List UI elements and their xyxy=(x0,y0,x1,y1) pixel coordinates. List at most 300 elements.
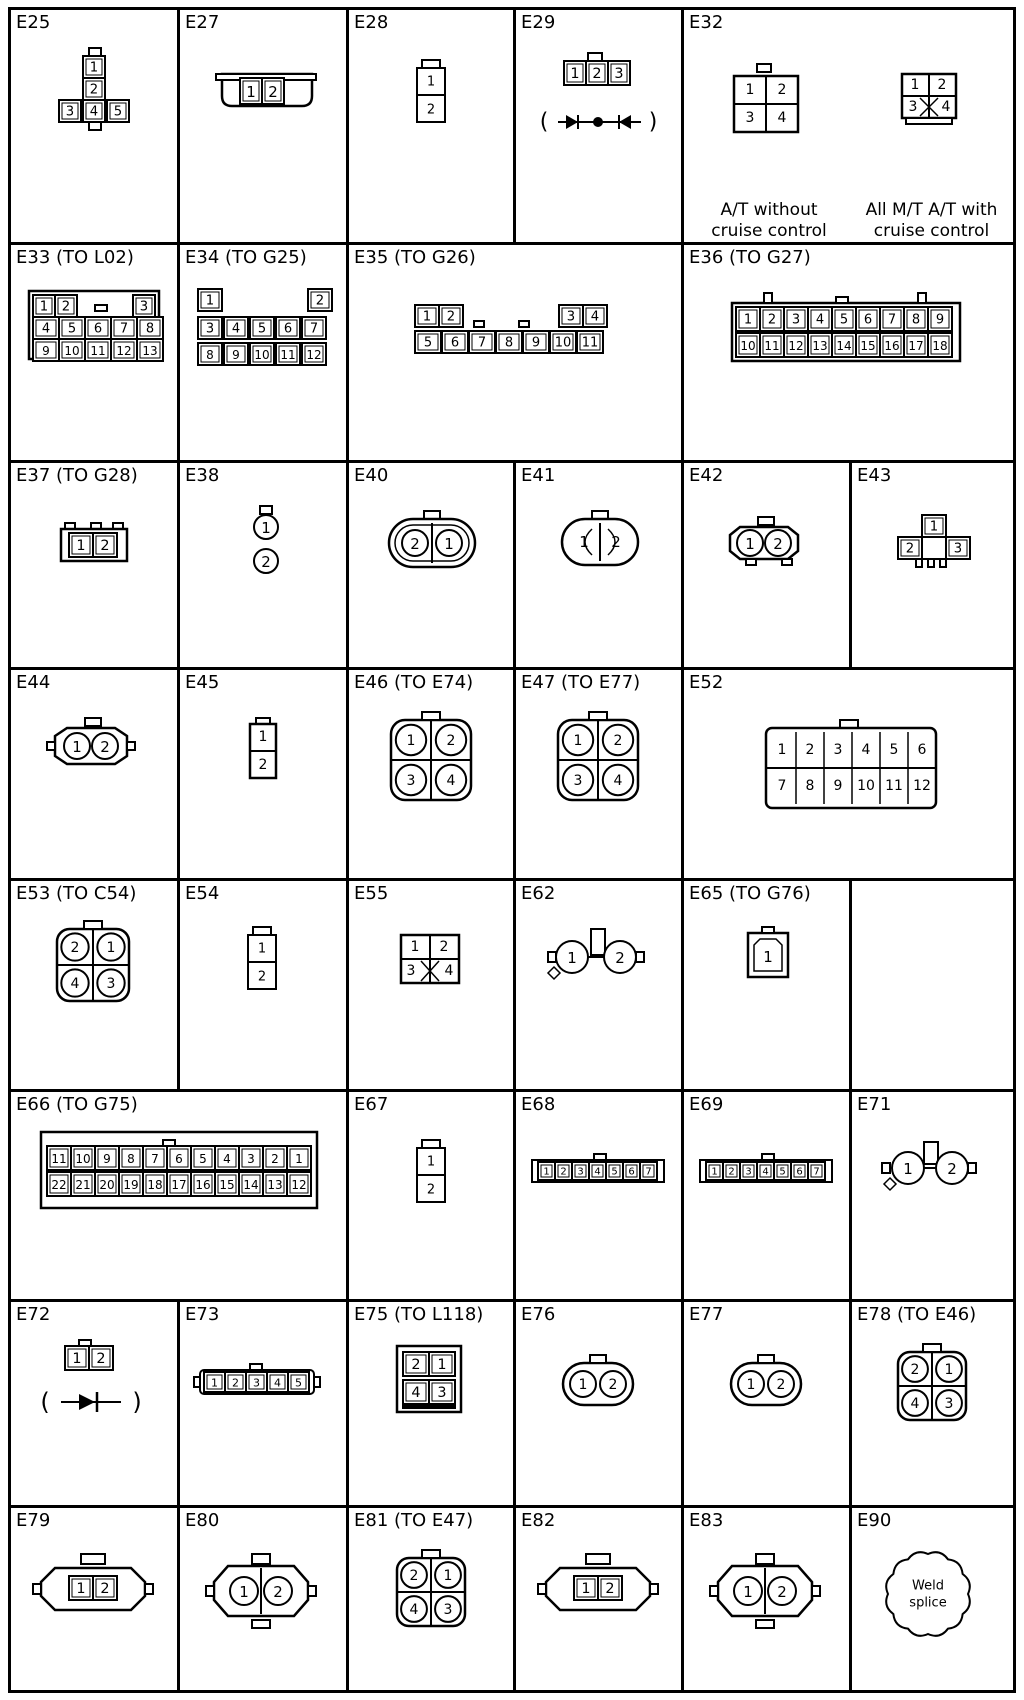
connector-shape xyxy=(548,967,560,979)
pin-number: 7 xyxy=(887,312,897,328)
pin-number: 4 xyxy=(910,1396,920,1412)
connector-housing xyxy=(923,1344,941,1352)
connector-E69-diagram xyxy=(684,1092,855,1305)
connector-housing xyxy=(782,559,792,565)
pin-number: 13 xyxy=(142,344,158,358)
pin-number: 13 xyxy=(812,339,828,353)
connector-housing xyxy=(589,712,607,720)
connector-housing xyxy=(422,1140,440,1148)
pin-number: 4 xyxy=(89,104,99,120)
pin-number: 7 xyxy=(813,1166,820,1178)
pin-number: 10 xyxy=(857,778,875,794)
connector-housing xyxy=(206,1586,214,1596)
pin-number: 9 xyxy=(103,1152,111,1166)
pin-number: 2 xyxy=(268,83,278,101)
pin-number: 18 xyxy=(147,1178,163,1192)
pin-number: 2 xyxy=(410,535,420,553)
pin-number: 1 xyxy=(426,1154,436,1170)
pin-number: 2 xyxy=(89,82,99,98)
pin-number: 6 xyxy=(628,1166,635,1178)
pin-number: 4 xyxy=(594,1166,601,1178)
pin-number: 2 xyxy=(261,553,271,571)
pin-number: 2 xyxy=(426,102,436,118)
cell-E78 xyxy=(849,1299,1016,1508)
pin-number: 3 xyxy=(953,541,963,557)
connector-housing xyxy=(591,929,605,955)
cell-E81 xyxy=(346,1505,516,1693)
pin-number: 2 xyxy=(937,77,947,93)
pin-number: 20 xyxy=(99,1178,115,1192)
cell-label: E90 xyxy=(857,1510,892,1531)
pin-number: 1 xyxy=(743,1583,753,1601)
connector-housing xyxy=(252,1620,270,1628)
pin-number: 7 xyxy=(645,1166,652,1178)
pin-number: 2 xyxy=(70,940,80,956)
connector-housing xyxy=(548,952,556,962)
cell-label: E67 xyxy=(354,1094,389,1115)
pin-number: 3 xyxy=(566,309,576,325)
pin-number: 1 xyxy=(903,1160,913,1178)
pin-number: 5 xyxy=(199,1152,207,1166)
pin-number: 6 xyxy=(450,335,460,351)
connector-housing xyxy=(252,1554,270,1564)
connector-housing xyxy=(906,118,952,124)
pin-number: 22 xyxy=(51,1178,67,1192)
connector-housing xyxy=(928,559,934,567)
pin-number: 1 xyxy=(72,738,82,756)
connector-E41-diagram xyxy=(516,463,687,673)
connector-E47-diagram xyxy=(516,670,687,884)
pin-number: 7 xyxy=(477,335,487,351)
connector-E54-diagram xyxy=(180,881,352,1095)
pin-number: 1 xyxy=(437,1357,447,1373)
pin-number: 3 xyxy=(437,1385,447,1401)
pin-number: 5 xyxy=(295,1376,302,1390)
pin-number: 2 xyxy=(777,1583,787,1601)
connector-E44-diagram xyxy=(11,670,183,884)
cell-label: E75 (TO L118) xyxy=(354,1304,484,1325)
pin-number: 1 xyxy=(745,535,755,553)
cell-E79 xyxy=(8,1505,180,1693)
cell-label: E78 (TO E46) xyxy=(857,1304,977,1325)
connector-E45-diagram xyxy=(180,670,352,884)
pin-number: 2 xyxy=(439,939,449,955)
pin-number: 6 xyxy=(796,1166,803,1178)
cell-label: E25 xyxy=(16,12,51,33)
pin-number: 2 xyxy=(446,733,456,749)
connector-housing xyxy=(636,952,644,962)
connector-housing xyxy=(758,1355,774,1363)
pin-number: 1 xyxy=(406,733,416,749)
pin-number: 7 xyxy=(119,321,129,337)
pin-number: 1 xyxy=(426,74,436,90)
connector-housing xyxy=(260,506,272,514)
pin-number: 1 xyxy=(39,299,49,315)
cell-E28 xyxy=(346,7,516,245)
connector-E72-diagram xyxy=(11,1302,183,1511)
pin-number: 18 xyxy=(932,339,948,353)
connector-E37-diagram xyxy=(11,463,183,673)
cell-label: E66 (TO G75) xyxy=(16,1094,138,1115)
connector-housing xyxy=(812,1586,820,1596)
pin-number: 4 xyxy=(762,1166,769,1178)
cell-label: E81 (TO E47) xyxy=(354,1510,474,1531)
pin-number: 1 xyxy=(257,941,267,957)
pin-number: 2 xyxy=(776,1377,786,1393)
connector-housing xyxy=(836,297,848,303)
pin-number: 1 xyxy=(76,538,86,554)
pin-number: 4 xyxy=(613,773,623,789)
cell-label: E53 (TO C54) xyxy=(16,883,137,904)
pin-number: 5 xyxy=(889,742,899,758)
connector-E43-diagram xyxy=(852,463,1019,673)
pin-number: 5 xyxy=(779,1166,786,1178)
cell-label: E44 xyxy=(16,672,51,693)
pin-number: 1 xyxy=(258,729,268,745)
connector-E35-diagram xyxy=(349,245,687,466)
pin-number: 4 xyxy=(941,99,951,115)
connector-housing xyxy=(308,1586,316,1596)
pin-number: 2 xyxy=(728,1166,735,1178)
pin-number: 6 xyxy=(917,742,927,758)
pin-number: 9 xyxy=(232,348,240,362)
pin-number: 2 xyxy=(613,733,623,749)
pin-number: 8 xyxy=(145,321,155,337)
connector-E82-diagram xyxy=(516,1508,687,1696)
cell-label: E82 xyxy=(521,1510,556,1531)
pin-number: 4 xyxy=(590,309,600,325)
pin-number: 3 xyxy=(577,1166,584,1178)
pin-number: 9 xyxy=(531,335,541,351)
cell-label: E65 (TO G76) xyxy=(689,883,811,904)
connector-housing xyxy=(758,517,774,525)
pin-number: 2 xyxy=(947,1160,957,1178)
pin-number: 1 xyxy=(929,519,939,535)
connector-housing xyxy=(33,1584,41,1594)
pin-number: 2 xyxy=(805,742,815,758)
cell-E77 xyxy=(681,1299,852,1508)
connector-E42-diagram xyxy=(684,463,855,673)
pin-number: 1 xyxy=(746,1377,756,1393)
pin-number: 8 xyxy=(805,778,815,794)
pin-number: 4 xyxy=(70,976,80,992)
cell-label: E41 xyxy=(521,465,556,486)
connector-housing xyxy=(89,48,101,56)
connector-housing xyxy=(145,1584,153,1594)
pin-number: 4 xyxy=(409,1602,419,1618)
connector-shape xyxy=(884,1178,896,1190)
connector-housing xyxy=(940,559,946,567)
cell-E35 xyxy=(346,242,684,463)
cell-label: E52 xyxy=(689,672,724,693)
cell-label: E77 xyxy=(689,1304,724,1325)
pin-number: 1 xyxy=(743,312,753,328)
connector-E68-diagram xyxy=(516,1092,687,1305)
pin-number: 9 xyxy=(42,344,50,358)
pin-number: 2 xyxy=(100,538,110,554)
connector-E71-diagram xyxy=(852,1092,1019,1305)
cell-label: E45 xyxy=(185,672,220,693)
cell-E68 xyxy=(513,1089,684,1302)
pin-number: 6 xyxy=(175,1152,183,1166)
pin-number: 7 xyxy=(309,321,319,337)
pin-number: 2 xyxy=(271,1152,279,1166)
cell-E29 xyxy=(513,7,684,245)
pin-number: 9 xyxy=(833,778,843,794)
connector-housing xyxy=(762,927,774,933)
pin-number: 1 xyxy=(944,1362,954,1378)
cell-E83 xyxy=(681,1505,852,1693)
cell-E43 xyxy=(849,460,1016,670)
pin-number: 3 xyxy=(65,104,75,120)
pin-number: 2 xyxy=(426,1182,436,1198)
cell-E65 xyxy=(681,878,852,1092)
pin-number: 4 xyxy=(861,742,871,758)
pin-number: 11 xyxy=(764,339,780,353)
connector-E38-diagram xyxy=(180,463,352,673)
cell-E40 xyxy=(346,460,516,670)
cell-label: E76 xyxy=(521,1304,556,1325)
pin-number: 2 xyxy=(611,533,621,551)
pin-number: 1 xyxy=(579,533,589,551)
cell-label: E46 (TO E74) xyxy=(354,672,474,693)
cell-label: E73 xyxy=(185,1304,220,1325)
connector-housing xyxy=(588,53,602,61)
pin-number: 2 xyxy=(446,309,456,325)
cell-E38 xyxy=(177,460,349,670)
weld-splice-text: splice xyxy=(909,1595,947,1611)
connector-E53-diagram xyxy=(11,881,183,1095)
cell-E72 xyxy=(8,1299,180,1508)
pin-number: 1 xyxy=(239,1583,249,1601)
cell-E34 xyxy=(177,242,349,463)
variant-caption: All M/T A/T with cruise control xyxy=(865,200,998,241)
pin-number: 1 xyxy=(422,309,432,325)
cell-label: E33 (TO L02) xyxy=(16,247,134,268)
connector-E77-diagram xyxy=(684,1302,855,1511)
pin-number: 2 xyxy=(258,757,268,773)
cell-empty xyxy=(849,878,1016,1092)
pin-number: 2 xyxy=(61,299,71,315)
cell-label: E47 (TO E77) xyxy=(521,672,641,693)
cell-E82 xyxy=(513,1505,684,1693)
pin-number: 5 xyxy=(611,1166,618,1178)
pin-number: 11 xyxy=(581,335,599,351)
cell-label: E43 xyxy=(857,465,892,486)
diode-symbol xyxy=(566,115,578,129)
pin-number: 4 xyxy=(41,321,51,337)
pin-number: 4 xyxy=(231,321,241,337)
pin-number: 2 xyxy=(100,738,110,756)
cell-label: E69 xyxy=(689,1094,724,1115)
cell-E41 xyxy=(513,460,684,670)
pin-number: 21 xyxy=(75,1178,91,1192)
pin-number: 10 xyxy=(254,348,270,362)
connector-E66-diagram xyxy=(11,1092,352,1305)
cell-label: E29 xyxy=(521,12,556,33)
cell-E32 xyxy=(681,7,1016,245)
pin-number: 1 xyxy=(543,1166,550,1178)
cell-label: E34 (TO G25) xyxy=(185,247,307,268)
diode-symbol xyxy=(79,1394,95,1410)
pin-number: 1 xyxy=(777,742,787,758)
pin-number: 1 xyxy=(711,1166,718,1178)
cell-label: E54 xyxy=(185,883,220,904)
cell-label: E32 xyxy=(689,12,724,33)
pin-number: 8 xyxy=(504,335,514,351)
connector-housing xyxy=(403,1404,429,1408)
cell-E52 xyxy=(681,667,1016,881)
cell-E25 xyxy=(8,7,180,245)
cell-E36 xyxy=(681,242,1016,463)
connector-housing xyxy=(918,293,926,303)
cell-E73 xyxy=(177,1299,349,1508)
pin-number: 1 xyxy=(246,83,256,101)
variant-caption: A/T without cruise control xyxy=(711,200,827,241)
connector-E67-diagram xyxy=(349,1092,519,1305)
cell-label: E62 xyxy=(521,883,556,904)
connector-housing xyxy=(756,1554,774,1564)
connector-housing xyxy=(429,1404,455,1408)
pin-number: 1 xyxy=(205,293,215,309)
weld-splice-outline xyxy=(886,1552,970,1636)
cell-E37 xyxy=(8,460,180,670)
connector-housing xyxy=(757,64,771,72)
connector-housing xyxy=(422,712,440,720)
connector-housing xyxy=(194,1377,200,1387)
pin-number: 1 xyxy=(567,949,577,967)
connector-E34-diagram xyxy=(180,245,352,466)
pin-number: 8 xyxy=(206,348,214,362)
pin-number: 1 xyxy=(295,1152,303,1166)
pin-number: 4 xyxy=(446,773,456,789)
pin-number: 1 xyxy=(89,60,99,76)
pin-number: 3 xyxy=(944,1396,954,1412)
pin-number: 19 xyxy=(123,1178,139,1192)
pin-number: 2 xyxy=(100,1581,110,1597)
pin-number: 3 xyxy=(205,321,215,337)
connector-housing xyxy=(756,1620,774,1628)
cell-E62 xyxy=(513,878,684,1092)
pin-number: 2 xyxy=(232,1376,239,1390)
cell-E33 xyxy=(8,242,180,463)
connector-housing xyxy=(81,1554,105,1564)
pin-number: 13 xyxy=(267,1178,283,1192)
pin-number: 1 xyxy=(76,1581,86,1597)
pin-number: 2 xyxy=(315,293,325,309)
connector-E29-diagram xyxy=(516,10,687,248)
connector-housing xyxy=(127,742,135,750)
pin-number: 3 xyxy=(833,742,843,758)
connector-housing xyxy=(764,293,772,303)
connector-housing xyxy=(519,321,529,327)
pin-number: 3 xyxy=(106,976,116,992)
cell-E67 xyxy=(346,1089,516,1302)
pin-number: 3 xyxy=(247,1152,255,1166)
pin-number: 2 xyxy=(910,1362,920,1378)
pin-number: 5 xyxy=(257,321,267,337)
pin-number: 3 xyxy=(443,1602,453,1618)
cell-label: E72 xyxy=(16,1304,51,1325)
pin-number: 5 xyxy=(839,312,849,328)
pin-number: 2 xyxy=(615,949,625,967)
pin-number: 2 xyxy=(560,1166,567,1178)
cell-label: E80 xyxy=(185,1510,220,1531)
cell-E75 xyxy=(346,1299,516,1508)
connector-E75-diagram xyxy=(349,1302,519,1511)
pin-number: 11 xyxy=(90,344,106,358)
pin-number: 5 xyxy=(67,321,77,337)
connector-housing xyxy=(253,927,271,935)
pin-number: 12 xyxy=(788,339,804,353)
pin-number: 3 xyxy=(253,1376,260,1390)
cell-label: E55 xyxy=(354,883,389,904)
connector-E33-diagram xyxy=(11,245,183,466)
connector-housing xyxy=(882,1163,890,1173)
pin-number: 16 xyxy=(884,339,900,353)
connector-E25-diagram xyxy=(11,10,183,248)
cell-label: E28 xyxy=(354,12,389,33)
connector-housing xyxy=(710,1586,718,1596)
pin-number: 8 xyxy=(911,312,921,328)
connector-housing xyxy=(422,60,440,68)
diode-symbol xyxy=(619,115,631,129)
cell-label: E68 xyxy=(521,1094,556,1115)
connector-E55-diagram xyxy=(349,881,519,1095)
pin-number: 3 xyxy=(791,312,801,328)
pin-number: 1 xyxy=(581,1581,591,1597)
cell-E69 xyxy=(681,1089,852,1302)
cell-label: E79 xyxy=(16,1510,51,1531)
connector-E79-diagram xyxy=(11,1508,183,1696)
connector-E90-diagram xyxy=(852,1508,1019,1696)
connector-E62-diagram xyxy=(516,881,687,1095)
pin-number: 7 xyxy=(777,778,787,794)
connector-E40-diagram xyxy=(349,463,519,673)
pin-number: 11 xyxy=(280,348,296,362)
cell-E54 xyxy=(177,878,349,1092)
pin-number: 1 xyxy=(573,733,583,749)
pin-number: 2 xyxy=(767,312,777,328)
cell-E27 xyxy=(177,7,349,245)
cell-E44 xyxy=(8,667,180,881)
pin-number: 1 xyxy=(410,939,420,955)
pin-number: 2 xyxy=(777,82,787,98)
connector-E83-diagram xyxy=(684,1508,855,1696)
pin-number: 4 xyxy=(777,110,787,126)
pin-number: 2 xyxy=(905,541,915,557)
cell-E47 xyxy=(513,667,684,881)
cell-label: E36 (TO G27) xyxy=(689,247,811,268)
pin-number: 17 xyxy=(171,1178,187,1192)
pin-number: 12 xyxy=(306,348,322,362)
pin-number: 1 xyxy=(72,1351,82,1367)
pin-number: 3 xyxy=(745,1166,752,1178)
pin-number: 2 xyxy=(409,1568,419,1584)
pin-number: 11 xyxy=(51,1152,67,1166)
connector-E46-diagram xyxy=(349,670,519,884)
pin-number: 4 xyxy=(274,1376,281,1390)
cell-label: E38 xyxy=(185,465,220,486)
pin-number: 4 xyxy=(815,312,825,328)
pin-number: 17 xyxy=(908,339,924,353)
connector-housing xyxy=(84,921,102,929)
connector-E27-diagram xyxy=(180,10,352,248)
pin-number: 3 xyxy=(139,299,149,315)
pin-number: 2 xyxy=(96,1351,106,1367)
pin-number: 10 xyxy=(64,344,80,358)
connector-E80-diagram xyxy=(180,1508,352,1696)
